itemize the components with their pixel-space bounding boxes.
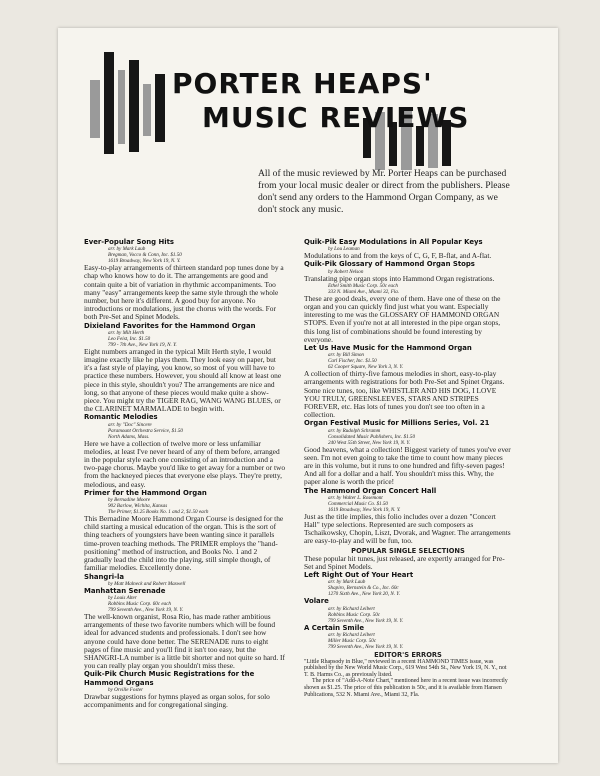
publisher-line: 240 West 55th Street, New York 19, N. Y. [328,439,411,446]
publisher-line: Ethel Smith Music Corp. 50c each [328,282,398,289]
review-title: Primer for the Hammond Organ [84,488,207,497]
review-text: These are good deals, every one of them. Have one of these on the organ and you can quickly find just what you want. Especially interesting to me was the GLOSSARY OF HAMMOND ORGAN STOPS. Even if you're not at all interested in the pipe organ stops, this long list of combinations should be found interesting by everyone. [304,293,501,344]
review-title: Let Us Have Music for the Hammond Organ [304,344,472,353]
title-line-1: PORTER HEAPS' [172,67,433,100]
right-column [304,238,512,698]
review-title: Shangri-la [84,572,124,581]
arranger-credit: by Louis Alter [108,594,137,601]
arranger-credit: arr. by Mark Laub [328,579,366,586]
editor-note: The price of "Add-A-Note Chart," mentioned here in a recent issue was incorrectly shown as $1.25. The price of this publication is 50c, and it is available from Hansen Publications, 532 N. Miami Ave., Miami 32, Fla. [304,678,508,698]
review-title: Volare [304,597,329,606]
publisher-line: Robbins Music Corp. 50c [328,611,381,618]
review-text: This Bernadine Moore Hammond Organ Course is designed for the child starting a musical education of the organ. This is the sort of thing teachers of youngsters have been wanting since it parallels time-proven teaching methods. The PRIMER employs the "hand-positioning" method of instruction, and Books No. 1 and 2 gradually lead the child into the playing, still simple though, of familiar melodies. Excellently done. [84,514,284,573]
review-text: Drawbar suggestions for hymns played as organ solos, for solo accompaniments and for congregational singing. [84,691,270,709]
review-title: Ever-Popular Song Hits [84,238,175,246]
decorative-bar [155,74,165,142]
review-item [84,670,286,709]
review-title: Organ Festival Music for Millions Series, Vol. 21 [304,419,490,428]
review-item [84,573,286,587]
left-column [84,238,286,709]
review-item [304,238,512,260]
publisher-info [328,434,512,446]
publisher-line: Robbins Music Corp. 60c each [108,600,171,607]
publisher-line: 902 Barlow, Wichita, Kansas [108,503,168,510]
publisher-line: Miller Music Corp. 50c [328,637,377,644]
publisher-info [328,585,512,597]
review-item [84,322,286,414]
review-item [304,283,512,344]
publisher-line: Commercial Music Co. $1.50 [328,500,388,507]
review-text: Just as the title implies, this folio includes over a dozen "Concert Hall" type selections. Represented are such composers as Tschaikowsky, Chopin, Liszt, Dvorak, and Wagner. The arrangements are easy-to-play and will be fun, too. [304,511,511,546]
review-text: Eight numbers arranged in the typical Milt Herth style, I would imagine exactly like he plays them. They look easy on paper, but it's a fast style of playing, you know, so most of you will have to practice these numbers. However, you should all know at least one piece in this style, shouldn't you? The arrangements are nice and long, so that anyone of these pieces would make quite a show-piece. You might try the TIGER RAG, WANG WANG BLUES, or the CLARINET MARMALADE to begin with. [84,346,282,414]
publisher-line: 799 Seventh Ave., New York 19, N. Y. [108,606,184,613]
review-title: Quik-Pik Church Music Registrations for the Hammond Organs [84,670,255,687]
publisher-info [108,428,286,440]
publisher-line: Consolidated Music Publishers, Inc. $1.50 [328,433,416,440]
review-item [84,413,286,488]
publisher-info [328,283,512,295]
review-item [304,487,512,546]
review-title: Left Right Out of Your Heart [304,571,414,580]
review-item [304,624,512,650]
review-item [304,571,512,597]
review-title: Manhattan Serenade [84,586,166,595]
publisher-info [328,638,512,650]
review-title: Quik-Pik Glossary of Hammond Organ Stops [304,260,475,269]
arranger-credit: arr. by Milt Herth [108,329,145,336]
publisher-line: Shapiro, Bernstein & Co., Inc. 60c [328,585,399,592]
review-title: Quik-Pik Easy Modulations in All Popular Keys [304,238,483,246]
decorative-bar [104,52,114,154]
review-item [304,597,512,623]
publisher-info [328,612,512,624]
publisher-line: Leo Feist, Inc. $1.50 [108,335,151,342]
review-item [84,587,286,671]
review-item [84,238,286,322]
review-text: Modulations to and from the keys of C, G, F, B-flat, and A-flat. [304,251,492,261]
review-text: The well-known organist, Rosa Rio, has made rather ambitious arrangements of these two favorite numbers which will be found ideal for advanced students and professionals. I don't see how anyone could have done better. The SERENADE runs to eight pages of fine music and you'll find it isn't too easy, but the SHANGRI-LA number is a little bit shorter and not quite so hard. If you can really play organ you shouldn't miss these. [84,611,285,671]
review-text: Translating pipe organ stops into Hammond Organ registrations. [304,273,495,283]
arranger-credit: arr. by Bill Simon [328,352,364,359]
title-line-2: MUSIC REVIEWS [202,101,470,134]
arranger-credit: by Lou Leaman [328,246,360,253]
review-title: Dixieland Favorites for the Hammond Organ [84,321,256,330]
decorative-bar [90,80,100,138]
publisher-line: 799 - 7th Ave., New York 19, N. Y. [108,341,177,348]
review-list-right [304,238,512,546]
popular-heading: POPULAR SINGLE SELECTIONS [351,546,465,555]
publisher-line: 799 Seventh Ave., New York 19, N. Y. [328,617,404,624]
review-text: Easy-to-play arrangements of thirteen standard pop tunes done by a chap who knows how to do it. The arrangements are good and contain quite a bit of variation in rhythmic accompaniments. Too many "easy" arrangements keep the same style through the whole number, but here it's different. A good buy for anyone. No introductions or modulations, just the chorus with the words. For both Pre-Set and Spinet Models. [84,263,284,322]
publisher-line: The Primer, $1.25 Books No. 1 and 2, $1.50 each [108,509,209,516]
publisher-line: 1270 Sixth Ave., New York 20, N. Y. [328,591,400,598]
arranger-credit: by Orville Foster [108,686,144,693]
publisher-line: 799 Seventh Ave., New York 19, N. Y. [328,643,404,650]
arranger-credit: arr. by Rudolph Schramm [328,427,381,434]
popular-intro: These popular hit tunes, just released, are expertly arranged for Pre-Set and Spinet Models. [304,553,505,571]
arranger-credit: by Matt Malneck and Robert Maxwell [108,580,186,587]
arranger-credit: arr. by Richard Leibert [328,631,375,638]
decorative-bar [143,84,151,136]
review-text: Good heavens, what a collection! Biggest variety of tunes you've ever seen. I'm not even going to take the time to count how many pieces are in this volume, but it runs to one hundred and fifty-seven pages! And all for a dollar and a half. You shouldn't miss this. Why, the paper alone is worth the price! [304,444,511,487]
review-title: The Hammond Organ Concert Hall [304,486,437,495]
editor-notes [304,659,512,699]
page-title [172,67,470,134]
review-title: A Certain Smile [304,623,365,632]
publisher-line: Paramount Orchestra Service, $1.50 [108,427,183,434]
decorative-bar [129,60,139,152]
review-item [304,260,512,282]
publisher-line: 1619 Broadway, New York 19, N. Y. [328,506,401,513]
arranger-credit: arr. by Mark Laub [108,246,146,253]
arranger-credit: arr. by Richard Leibert [328,605,375,612]
arranger-credit: arr. by "Doc" Sincere [108,421,152,428]
publisher-line: 62 Cooper Square, New York 3, N. Y. [328,364,404,371]
review-item [304,419,512,486]
arranger-credit: by Robert Nelson [328,268,364,275]
publisher-line: 1619 Broadway, New York 19, N. Y. [108,258,181,265]
review-item [304,344,512,419]
review-title: Romantic Melodies [84,413,158,422]
arranger-credit: by Bernadine Moore [108,497,150,504]
decorative-bar [118,70,125,144]
publisher-line: Carl Fischer, Inc. $1.50 [328,358,377,365]
intro-paragraph: All of the music reviewed by Mr. Porter Heaps can be purchased from your local music dealer or direct from the publishers. Please don't send any orders to the Hammond Organ Company, as we don't stock any music. [258,168,510,215]
editor-note: "Little Rhapsody in Blue," reviewed in a recent HAMMOND TIMES issue, was published by the New World Music Corp., 619 West 54th St., New York 19, N. Y., not T. B. Harms Co., as previously listed. [304,658,507,678]
review-item [84,489,286,573]
publisher-line: Bregman, Vocco & Conn, Inc. $1.50 [108,252,182,259]
publisher-line: North Adams, Mass. [108,433,150,440]
review-text: Here we have a collection of twelve more or less unfamiliar melodies, at least I've never heard of any of them before, arranged in the popular style each one consisting of an introduction and a two-page chorus. Maybe you'd like to get away for a number or two from the hackneyed pieces that everyone else plays. They're pretty, melodious, and easy. [84,438,286,489]
popular-list [304,571,512,650]
publisher-line: 333 N. Miami Ave., Miami 32, Fla. [328,288,400,295]
editor-heading: EDITOR'S ERRORS [374,650,442,659]
review-text: A collection of thirty-five famous melodies in short, easy-to-play arrangements with registrations for both Pre-Set and Spinet Organs. Some nice tunes, too, like WHISTLER AND HIS DOG, I LOVE YOU TRULY, GREENSLEEVES, STARS AND STRIPES FOREVER, etc. Has lots of tunes you don't see too often in a collection. [304,369,505,420]
arranger-credit: arr. by Walter L. Rosemont [328,494,383,501]
